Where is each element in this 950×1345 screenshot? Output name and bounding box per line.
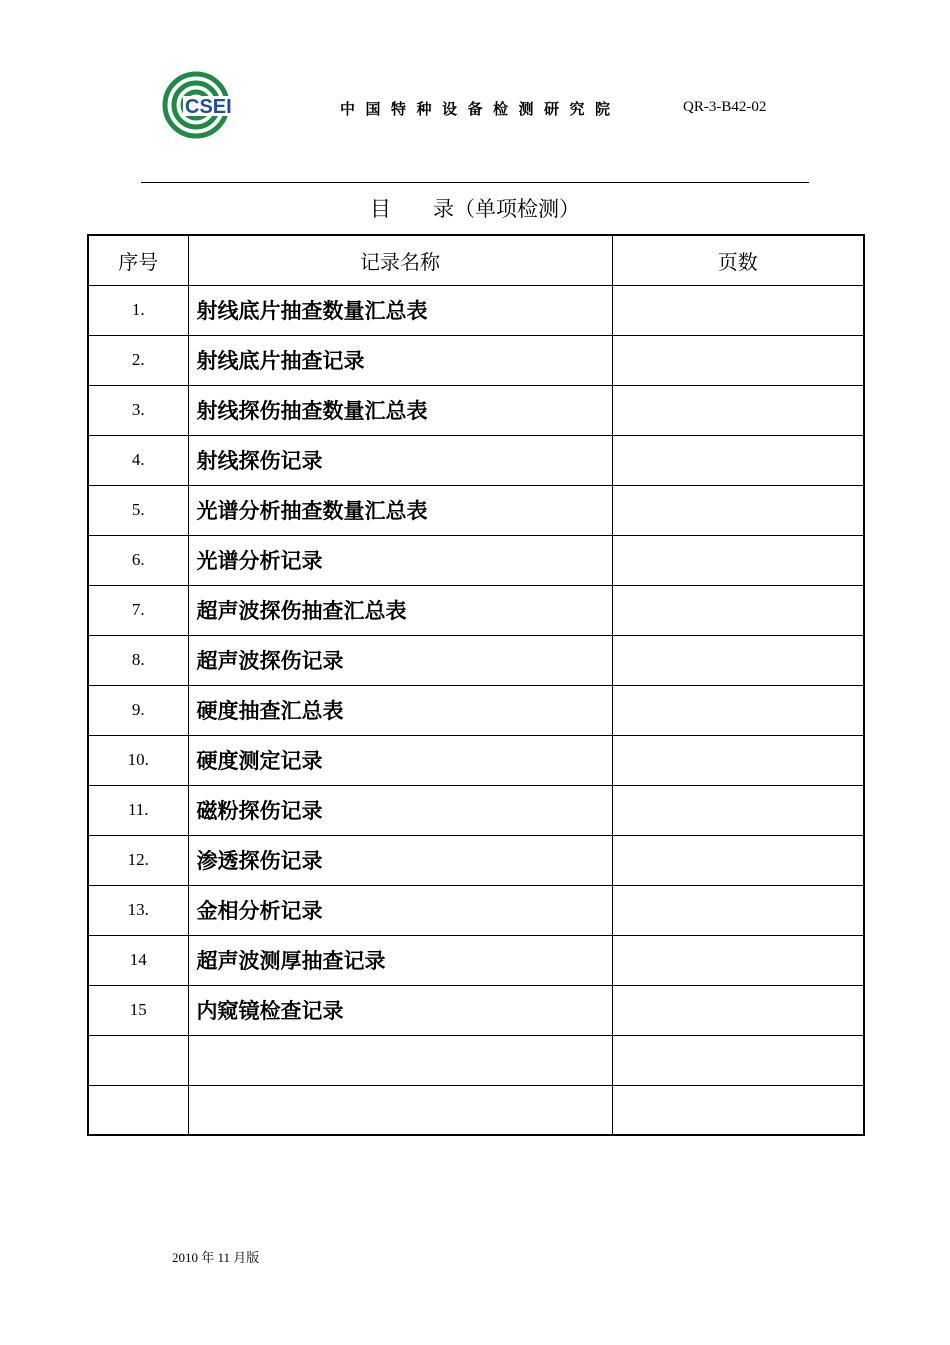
contents-table xyxy=(87,234,865,1136)
record-name: 射线底片抽查记录 xyxy=(188,335,612,385)
edition-note: 2010 年 11 月版 xyxy=(172,1250,260,1265)
table-row xyxy=(88,485,864,535)
page-title: 目 录（单项检测） xyxy=(370,197,580,221)
table-row xyxy=(88,1035,864,1085)
page-count xyxy=(612,585,864,635)
row-number xyxy=(88,1085,188,1135)
row-number: 3. xyxy=(88,385,188,435)
row-number: 7. xyxy=(88,585,188,635)
row-number: 12. xyxy=(88,835,188,885)
column-header-number: 序号 xyxy=(88,235,188,285)
table-row xyxy=(88,935,864,985)
table-header-row xyxy=(88,235,864,285)
table-row xyxy=(88,735,864,785)
page-count xyxy=(612,885,864,935)
header-divider xyxy=(141,182,809,183)
table-row xyxy=(88,285,864,335)
table-row xyxy=(88,885,864,935)
record-name: 硬度测定记录 xyxy=(188,735,612,785)
page-count xyxy=(612,685,864,735)
table-row xyxy=(88,985,864,1035)
record-name: 超声波探伤抽查汇总表 xyxy=(188,585,612,635)
table-row xyxy=(88,835,864,885)
row-number: 2. xyxy=(88,335,188,385)
table-row xyxy=(88,585,864,635)
record-name xyxy=(188,1035,612,1085)
row-number: 15 xyxy=(88,985,188,1035)
table-row xyxy=(88,785,864,835)
record-name: 光谱分析记录 xyxy=(188,535,612,585)
record-name: 超声波测厚抽查记录 xyxy=(188,935,612,985)
page-count xyxy=(612,285,864,335)
table-row xyxy=(88,685,864,735)
row-number: 6. xyxy=(88,535,188,585)
record-name: 硬度抽查汇总表 xyxy=(188,685,612,735)
row-number: 13. xyxy=(88,885,188,935)
record-name: 光谱分析抽查数量汇总表 xyxy=(188,485,612,535)
row-number xyxy=(88,1035,188,1085)
document-code: QR-3-B42-02 xyxy=(683,99,767,115)
row-number: 14 xyxy=(88,935,188,985)
page-count xyxy=(612,835,864,885)
page-count xyxy=(612,1085,864,1135)
logo-text: CSEI xyxy=(185,96,232,118)
record-name: 磁粉探伤记录 xyxy=(188,785,612,835)
row-number: 1. xyxy=(88,285,188,335)
page-count xyxy=(612,785,864,835)
record-name: 射线探伤记录 xyxy=(188,435,612,485)
row-number: 9. xyxy=(88,685,188,735)
page-count xyxy=(612,435,864,485)
record-name: 渗透探伤记录 xyxy=(188,835,612,885)
page-count xyxy=(612,385,864,435)
column-header-pages: 页数 xyxy=(612,235,864,285)
page-count xyxy=(612,1035,864,1085)
page-count xyxy=(612,985,864,1035)
table-row xyxy=(88,635,864,685)
column-header-record-name: 记录名称 xyxy=(188,235,612,285)
table-row xyxy=(88,335,864,385)
table-row xyxy=(88,385,864,435)
page-count xyxy=(612,485,864,535)
record-name: 内窥镜检查记录 xyxy=(188,985,612,1035)
record-name: 射线底片抽查数量汇总表 xyxy=(188,285,612,335)
record-name xyxy=(188,1085,612,1135)
record-name: 射线探伤抽查数量汇总表 xyxy=(188,385,612,435)
row-number: 4. xyxy=(88,435,188,485)
page-count xyxy=(612,535,864,585)
page-count xyxy=(612,935,864,985)
organization-name: 中国特种设备检测研究院 xyxy=(340,100,621,118)
table-row xyxy=(88,535,864,585)
page-count xyxy=(612,735,864,785)
row-number: 10. xyxy=(88,735,188,785)
row-number: 11. xyxy=(88,785,188,835)
csei-logo xyxy=(161,70,247,140)
page-count xyxy=(612,635,864,685)
page-count xyxy=(612,335,864,385)
row-number: 8. xyxy=(88,635,188,685)
record-name: 超声波探伤记录 xyxy=(188,635,612,685)
row-number: 5. xyxy=(88,485,188,535)
table-row xyxy=(88,435,864,485)
table-row xyxy=(88,1085,864,1135)
record-name: 金相分析记录 xyxy=(188,885,612,935)
